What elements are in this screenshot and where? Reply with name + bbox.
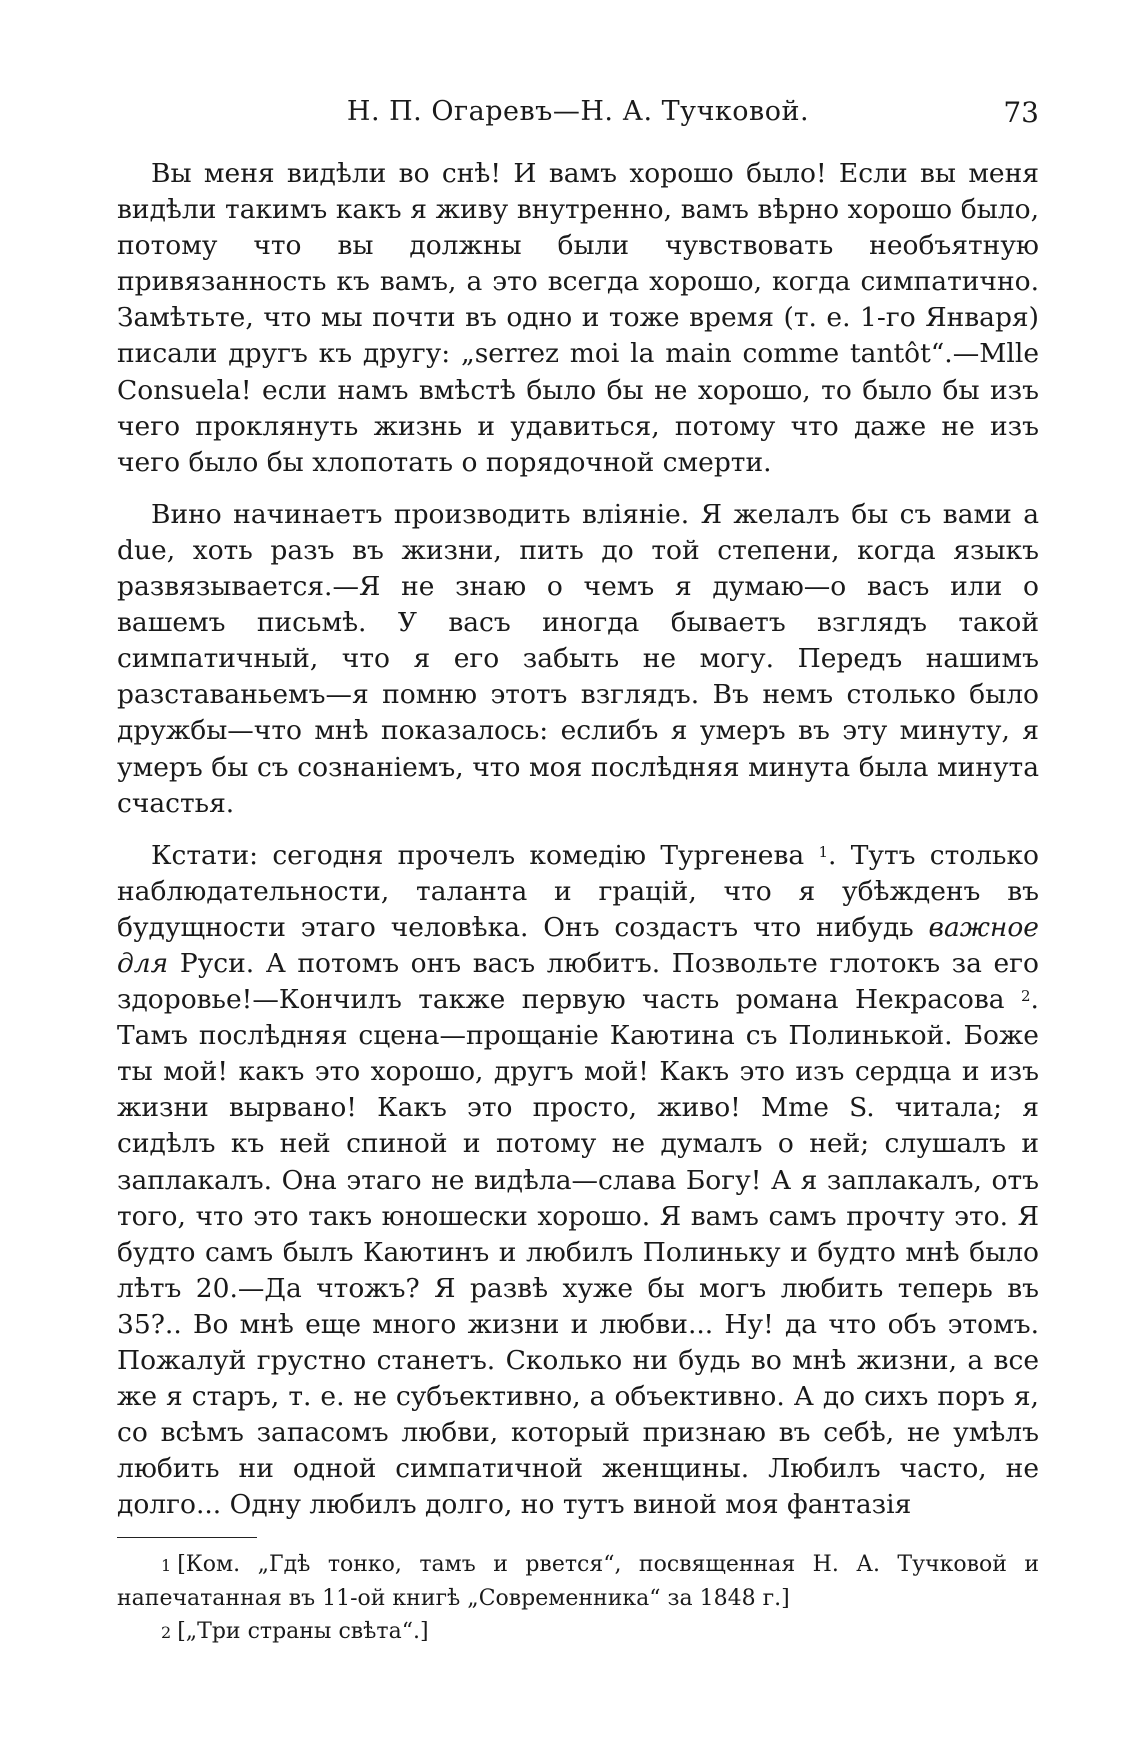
footnote-text: [„Три страны свѣта“.]	[177, 1619, 429, 1644]
paragraph-3-part-d: . Тамъ послѣдняя сцена—прощанiе Каютина съ Полинькой. Боже ты мой! какъ это хорошо, другъ мой! Какъ это изъ сердца и изъ жизни вырвано! Какъ это просто, живо! Mme S. читала; я сидѣлъ къ ней спиной и потому не думалъ о ней; слушалъ и заплакалъ. Она этаго не видѣла—слава Богу! А я заплакалъ, отъ того, что это такъ юношески хорошо. Я вамъ самъ прочту это. Я будто самъ былъ Каютинъ и любилъ Полиньку и будто мнѣ было лѣтъ 20.—Да чтожъ? Я развѣ хуже бы могъ любить теперь въ 35?.. Во мнѣ еще много жизни и любви... Ну! да что объ этомъ. Пожалуй грустно станетъ. Сколько ни будь во мнѣ жизни, а все же я старъ, т. е. не субъективно, а объективно. А до сихъ поръ я, со всѣмъ запасомъ любви, который признаю въ себѣ, не умѣлъ любить ни одной симпатичной женщины. Любилъ часто, не долго... Одну любилъ долго, но тутъ виной моя фантазiя	[117, 984, 1039, 1521]
footnote-number: 1	[161, 1556, 172, 1575]
footnote-number: 2	[161, 1623, 172, 1642]
main-text	[117, 156, 1039, 1539]
footnotes	[117, 1548, 1039, 1649]
footnote-2	[117, 1615, 1039, 1649]
paragraph-3	[117, 838, 1039, 1524]
italic-phrase: важное для	[117, 911, 1039, 979]
running-title: Н. П. Огаревъ—Н. А. Тучковой.	[346, 96, 810, 127]
footnote-1	[117, 1548, 1039, 1615]
footnote-ref-2: 2	[1021, 987, 1031, 1006]
footnote-ref-1: 1	[818, 842, 829, 861]
paragraph-1: Вы меня видѣли во снѣ! И вамъ хорошо было! Если вы меня видѣли такимъ какъ я живу внутренно, вамъ вѣрно хорошо было, потому что вы должны были чувствовать необъятную привязанность къ вамъ, а это всегда хорошо, когда симпатично. Замѣтьте, что мы почти въ одно и тоже время (т. е. 1-го Января) писали другъ къ другу: „serrez moi la main comme tantôt“.—Mlle Consuela! если намъ вмѣстѣ было бы не хорошо, то было бы изъ чего проклянуть жизнь и удавиться, потому что даже не изъ чего было бы хлопотать о порядочной смерти.	[117, 158, 1039, 478]
page-header	[117, 96, 1039, 132]
paragraph-2: Вино начинаетъ производить влiянiе. Я желалъ бы съ вами a due, хоть разъ въ жизни, пить до той степени, когда языкъ развязывается.—Я не знаю о чемъ я думаю—о васъ или о вашемъ письмѣ. У васъ иногда бываетъ взглядъ такой симпатичный, что я его забыть не могу. Передъ нашимъ разставаньемъ—я помню этотъ взглядъ. Въ немъ столько было дружбы—что мнѣ показалось: еслибъ я умеръ въ эту минуту, я умеръ бы съ сознанiемъ, что моя послѣдняя минута была минута счастья.	[117, 498, 1039, 819]
footnote-text: [Ком. „Гдѣ тонко, тамъ и рвется“, посвященная Н. А. Тучковой и напечатанная въ 11-ой книгѣ „Современника“ за 1848 г.]	[117, 1552, 1039, 1611]
footnote-divider	[117, 1537, 257, 1538]
paragraph-3-part-c: Руси. А потомъ онъ васъ любитъ. Позвольте глотокъ за его здоровье!—Кончилъ также первую часть романа Некрасова	[117, 947, 1039, 1016]
paragraph-3-part-a: Кстати: сегодня прочелъ комедiю Тургенева	[151, 839, 805, 871]
page-number: 73	[1003, 96, 1039, 129]
paragraph-3-part-b: . Тутъ столько наблюдательности, таланта и грацiй, что я убѣжденъ въ будущности этаго человѣка. Онъ создастъ что нибудь	[117, 839, 1039, 943]
